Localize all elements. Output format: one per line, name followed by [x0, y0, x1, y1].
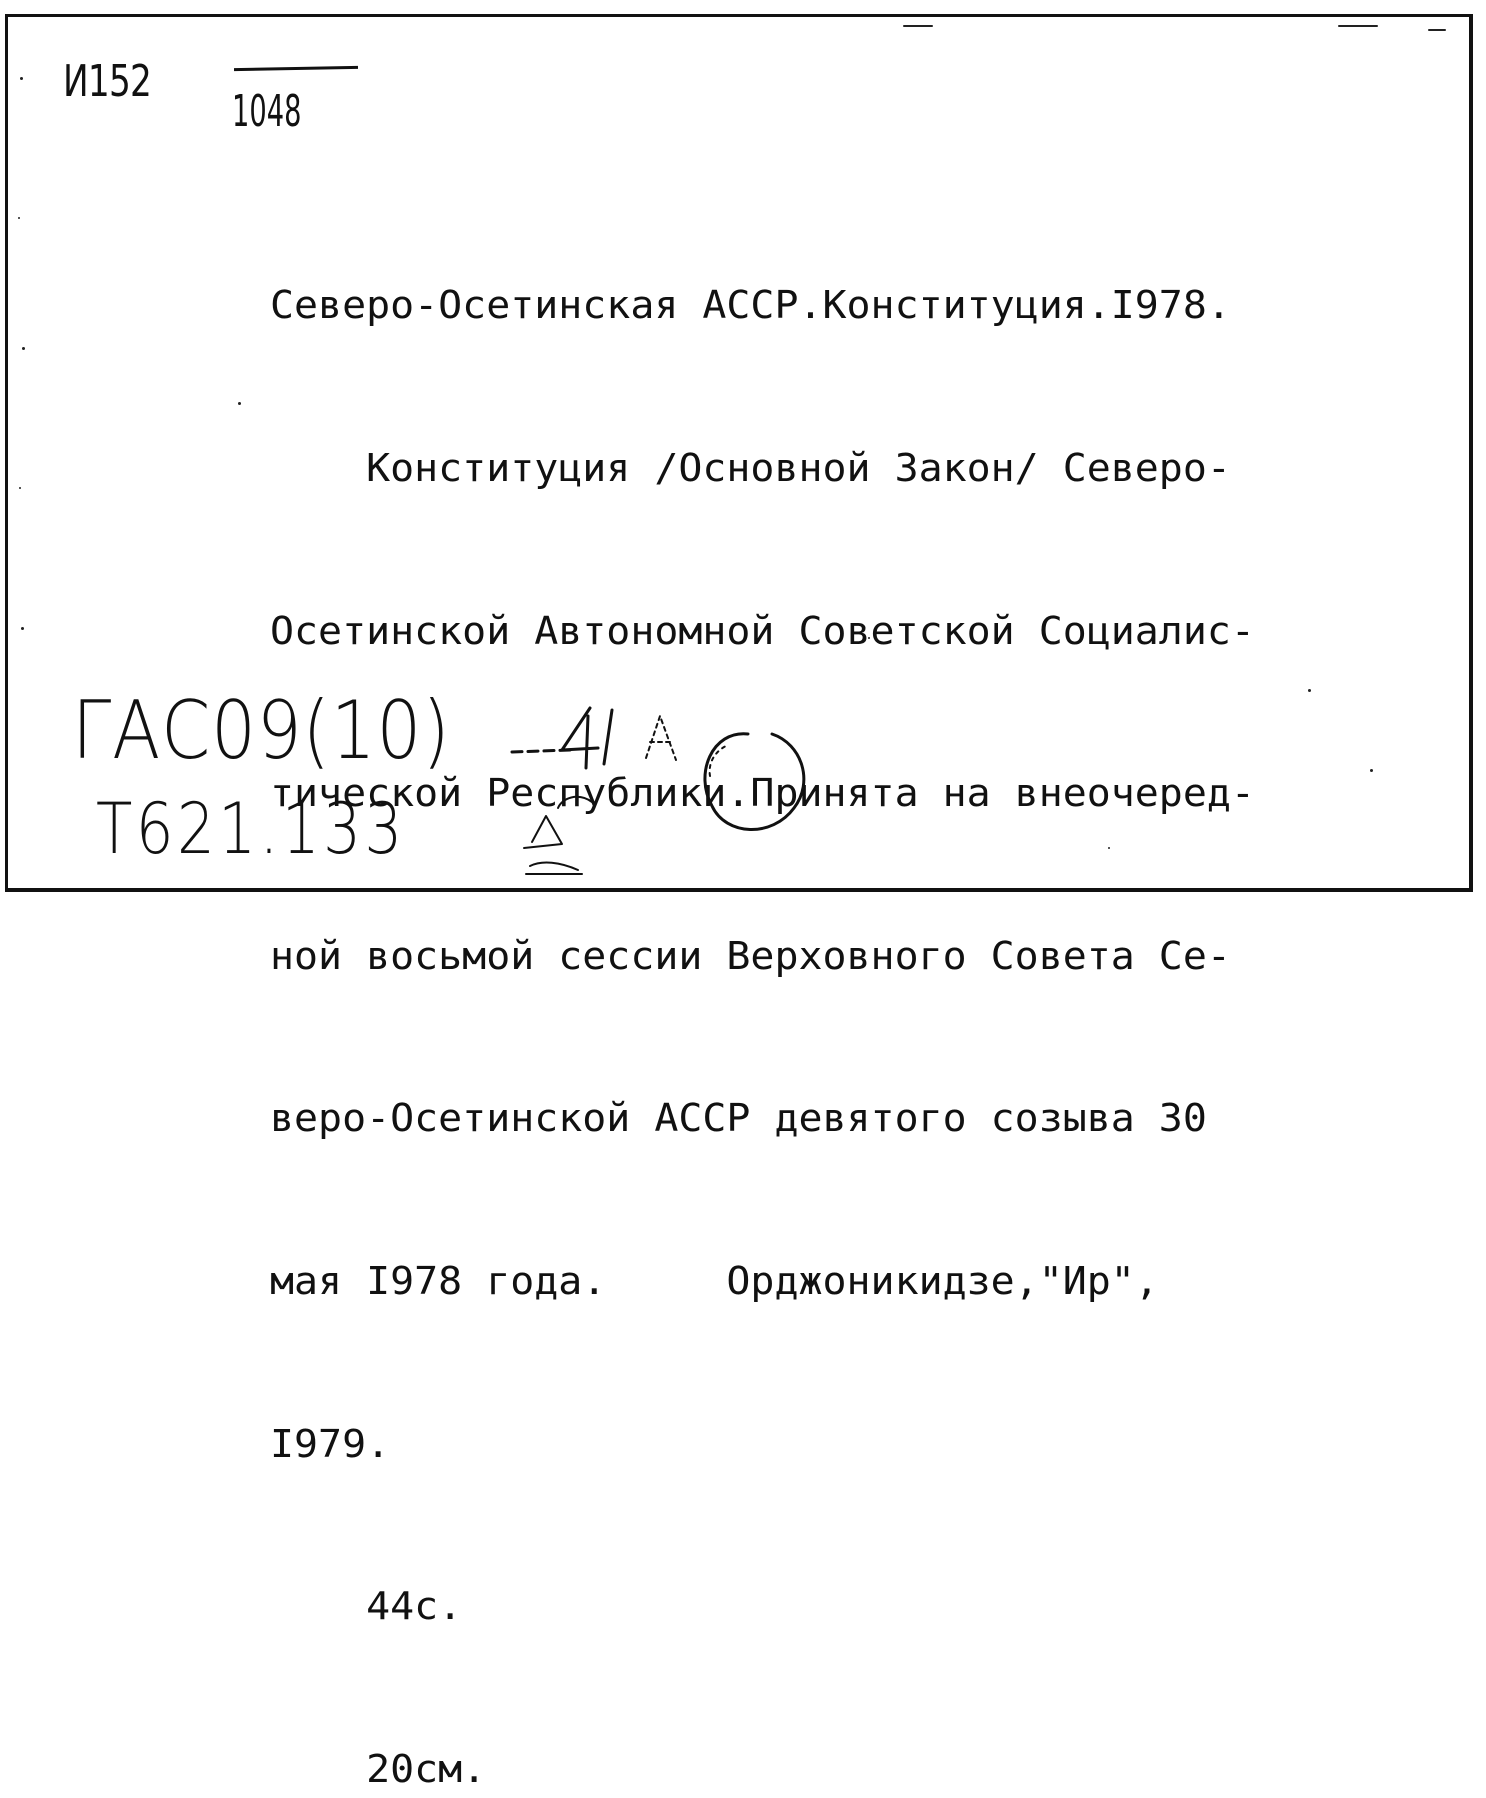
classification-code-1: ГАС09(10): [72, 684, 451, 777]
record-line: 44с.: [270, 1584, 463, 1629]
call-number-bottom: 1048: [232, 86, 302, 137]
record-line: I979.: [270, 1421, 391, 1466]
bibliographic-record: [270, 170, 1255, 1798]
record-line: веро-Осетинской АССР девятого созыва 30: [270, 1096, 1207, 1141]
classification-code-2: Т621.133: [96, 788, 406, 870]
call-number-top: И152: [63, 56, 152, 107]
record-line: мая I978 года. Орджоникидзе,"Ир",: [270, 1259, 1159, 1304]
record-line: Северо-Осетинская АССР.Конституция.I978.: [270, 283, 1231, 328]
handwritten-marks: [500, 690, 830, 900]
record-line: ной восьмой сессии Верховного Совета Се-: [270, 933, 1231, 978]
record-line: 20см.: [270, 1746, 487, 1791]
record-line: тической Республики.Принята на внеочеред-: [270, 771, 1255, 816]
record-line: Осетинской Автономной Советской Социалис-: [270, 608, 1255, 653]
record-line: Конституция /Основной Закон/ Северо-: [270, 446, 1231, 491]
